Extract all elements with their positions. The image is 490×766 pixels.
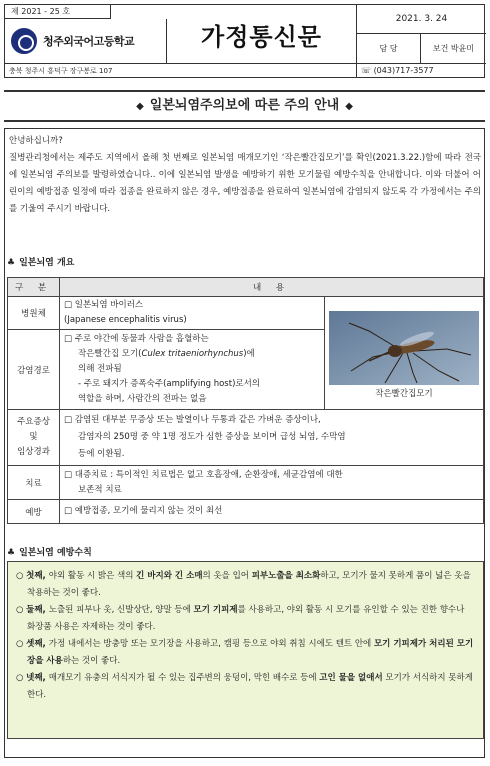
school-address: 충북 청주시 흥덕구 장구봉로 107 [5,63,357,78]
greeting: 안녕하십니까? [9,136,63,146]
row-content: □ 감염된 대부분 무증상 또는 발열이나 두통과 같은 가벼운 증상이나, 감염자의 250명 중 약 1명 정도가 심한 증상을 보이며 급성 뇌염, 수막염 등에 이환됨. [60,410,484,466]
row-label: 감염경로 [8,330,60,410]
club-icon: ♣ [7,258,16,268]
headline-title: 일본뇌염주의보에 따른 주의 안내 [149,98,340,113]
circle-bullet-icon: ○ [16,571,24,581]
headline [4,90,485,122]
main-body [4,128,485,758]
col-category: 구 분 [8,278,60,297]
diamond-icon: ◆ [345,101,353,112]
school-name: 청주외국어고등학교 [43,35,135,48]
row-label: 주요증상 및 임상경과 [8,410,60,466]
checkbox-icon: □ [64,334,73,344]
row-content: □ 예방접종, 모기에 물리지 않는 것이 최선 [60,500,484,524]
list-item: ○ 둘째, 노출된 피부나 옷, 신발상단, 양말 등에 모기 기피제를 사용하고, 야외 활동 시 모기를 유인할 수 있는 진한 향수나 화장품 사용은 자제하는 것이 좋다. [16,605,465,632]
club-icon: ♣ [7,548,16,558]
mosquito-image [329,311,479,385]
checkbox-icon: □ [64,469,73,480]
prevention-box [7,561,484,739]
row-label: 치료 [8,466,60,500]
table-header-row [8,278,484,297]
diamond-icon: ◆ [136,101,144,112]
phone-icon: ☏ [361,66,372,75]
list-item: ○ 첫째, 야외 활동 시 밝은 색의 긴 바지와 긴 소매의 옷을 입어 피부노출을 최소화하고, 모기가 물지 못하게 품이 넓은 옷을 착용하는 것이 좋다. [16,571,471,598]
mosquito-image-cell [325,297,484,410]
row-content: □ 주로 야간에 동물과 사람을 흡혈하는 작은빨간집 모기(Culex tritaeniorhynchus)에 의해 전파됨 - 주로 돼지가 증폭숙주(amplifying host)로서의 역할을 하며, 사람간의 전파는 없음 [60,330,325,410]
row-label: 예방 [8,500,60,524]
list-item: ○ 셋째, 가정 내에서는 방충망 또는 모기장을 사용하고, 캠핑 등으로 야외 취침 시에도 텐트 안에 모기 기피제가 처리된 모기장을 사용하는 것이 좋다. [16,639,474,666]
image-caption: 작은빨간집모기 [375,389,433,399]
table-row [8,500,484,524]
overview-heading: ♣ 일본뇌염 개요 [7,258,75,268]
school-logo-icon [11,28,37,54]
intro-body: 질병관리청에서는 제주도 지역에서 올해 첫 번째로 일본뇌염 매개모기인 ‘작은빨간집모기’를 확인(2021.3.22.)함에 따라 전국에 일본뇌염 주의보를 발령하였습니다.. 이에 일본뇌염 발생을 예방하기 위한 모기물림 예방수칙을 안내합니다. 이와 더불어 어린이의 예방접종 일정에 따라 접종을 완료하지 않은 경우, 예방접종을 완료하여 일본뇌염에 감염되지 않도록 각 가정에서는 주의를 기울여 주시기 바랍니다. [9,153,481,214]
header-box [4,4,485,78]
overview-table [7,277,484,524]
table-row [8,466,484,500]
checkbox-icon: □ [64,506,73,516]
issue-number: 제 2021 - 25 호 [5,5,111,19]
row-content: □ 대증치료 : 특이적인 치료법은 없고 호흡장애, 순환장애, 세균감염에 대한 보존적 치료 [60,466,484,500]
contact-role-label: 담 당 [357,34,421,63]
school-phone [357,63,486,78]
intro-paragraph [9,133,481,218]
table-row [8,410,484,466]
row-content: □ 일본뇌염 바이러스 (Japanese encephalitis virus) [60,297,325,330]
list-item: ○ 넷째, 매개모기 유충의 서식지가 될 수 있는 집주변의 웅덩이, 막힌 배수로 등에 고인 물을 없애서 모기가 서식하지 못하게 한다. [16,673,473,700]
phone-number: (043)717-3577 [373,66,434,75]
circle-bullet-icon: ○ [16,639,24,649]
checkbox-icon: □ [64,415,73,425]
school-block [5,19,167,63]
col-content: 내 용 [60,278,484,297]
contact-person: 보건 박윤미 [432,44,475,53]
issue-date: 2021. 3. 24 [357,5,486,34]
newsletter-title: 가정통신문 [167,5,357,63]
prevention-heading: ♣ 일본뇌염 예방수칙 [7,548,92,558]
table-row [8,297,484,330]
checkbox-icon: □ [64,300,73,310]
row-label: 병원체 [8,297,60,330]
circle-bullet-icon: ○ [16,605,24,615]
circle-bullet-icon: ○ [16,673,24,683]
